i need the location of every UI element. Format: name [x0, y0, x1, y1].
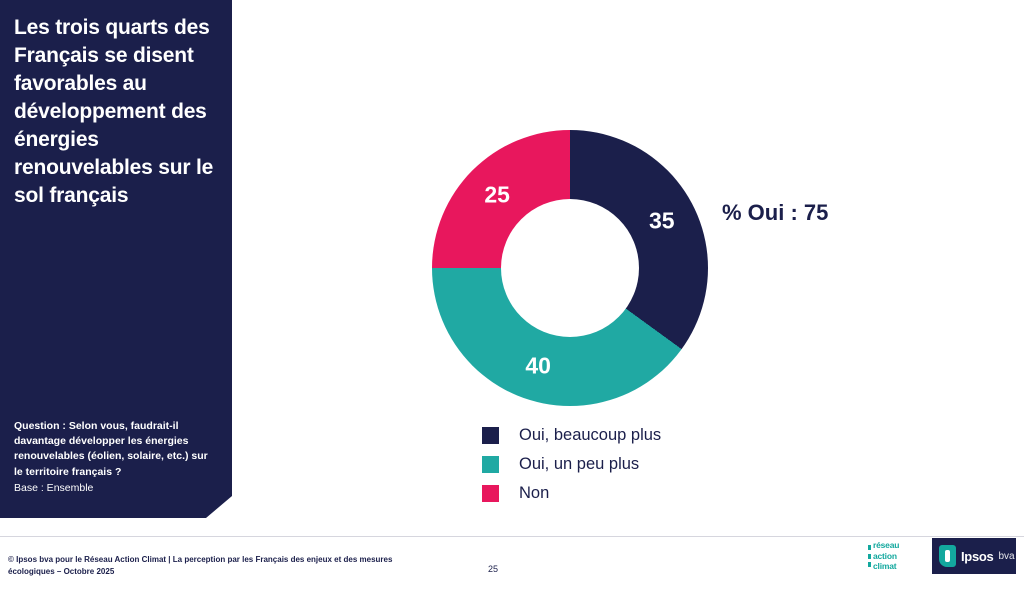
- survey-question: Question : Selon vous, faudrait-il davantage développer les énergies renouvelables (éolien, solaire, etc.) sur le territoire français ?: [14, 419, 208, 478]
- legend-item-oui-beaucoup-plus: [482, 421, 661, 450]
- legend-label: Non: [519, 484, 550, 502]
- survey-base: Base : Ensemble: [14, 481, 94, 494]
- logo-rac-line-2: action: [873, 550, 897, 561]
- legend-swatch-icon: [482, 485, 499, 502]
- kpi-oui-total: % Oui : 75: [722, 200, 829, 225]
- donut-chart: [432, 130, 708, 406]
- logo-rac-line-1: réseau: [873, 540, 900, 551]
- slice-label-oui-un-peu-plus: 40: [525, 352, 551, 379]
- logo-rac-line-3: climat: [873, 561, 897, 572]
- slice-label-non: 25: [484, 181, 510, 208]
- footer-divider: [0, 536, 1024, 537]
- legend-swatch-icon: [482, 456, 499, 473]
- legend-label: Oui, beaucoup plus: [519, 426, 662, 444]
- page-number: 25: [488, 564, 499, 574]
- bva-wordmark: bva: [998, 550, 1015, 562]
- legend-item-non: [482, 479, 661, 508]
- page-title: Les trois quarts des Français se disent favorables au développement des énergies renouvelables sur le sol français: [14, 16, 214, 207]
- slice-label-oui-beaucoup-plus: 35: [648, 207, 675, 234]
- panel-footnote: [14, 419, 210, 496]
- reseau-action-climat-logo: [868, 540, 924, 572]
- ipsos-wordmark: Ipsos: [961, 548, 994, 564]
- logo-rac-text: [873, 540, 899, 572]
- ipsos-bva-logo: [932, 538, 1016, 574]
- footer-credit: © Ipsos bva pour le Réseau Action Climat | La perception par les Français des enjeux et des mesures écologiques – Octobre 2025: [8, 555, 393, 576]
- logo-bars-icon: [868, 545, 871, 567]
- donut-hole: [501, 199, 639, 337]
- legend-item-oui-un-peu-plus: [482, 450, 661, 479]
- legend-label: Oui, un peu plus: [519, 455, 640, 473]
- ipsos-mark-icon: [939, 545, 956, 567]
- title-panel: [0, 0, 232, 518]
- legend-swatch-icon: [482, 427, 499, 444]
- chart-legend: [482, 421, 661, 508]
